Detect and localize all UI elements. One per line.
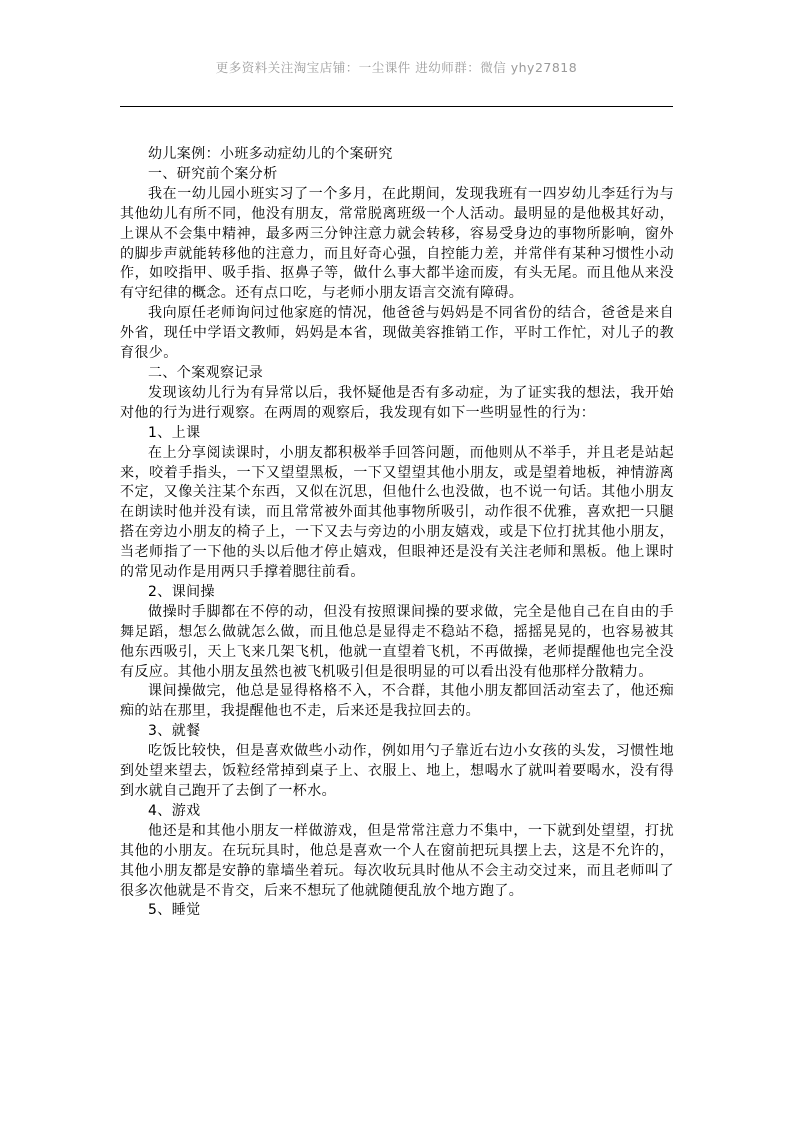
paragraph: 他还是和其他小朋友一样做游戏，但是常常注意力不集中，一下就到处望望，打扰其他的小朋友。在玩玩具时，他总是喜欢一个人在窗前把玩具摆上去，这是不允许的，其他小朋友都是安静的靠墙坐着玩。每次收玩具时他从不会主动交过来，而且老师叫了很多次他就是不肯交，后来不想玩了他就随便乱放个地方跑了。: [120, 822, 674, 899]
header-note: 更多资料关注淘宝店铺：一尘课件 进幼师群：微信 yhy27818: [215, 60, 578, 75]
paragraph: 课间操做完，他总是显得格格不入，不合群，其他小朋友都回活动室去了，他还痴痴的站在那里，我提醒他也不走，后来还是我拉回去的。: [120, 683, 674, 720]
document-title: 幼儿案例：小班多动症幼儿的个案研究: [148, 146, 393, 162]
document-body: [120, 145, 674, 921]
section-heading: 一、研究前个案分析: [148, 165, 278, 182]
paragraph: 我向原任老师询问过他家庭的情况，他爸爸与妈妈是不同省份的结合，爸爸是来自外省，现任中学语文教师，妈妈是本省，现做美容推销工作，平时工作忙，对儿子的教育很少。: [120, 305, 674, 362]
paragraph: 我在一幼儿园小班实习了一个多月，在此期间，发现我班有一四岁幼儿李廷行为与其他幼儿有所不同，他没有朋友，常常脱离班级一个人活动。最明显的是他极其好动，上课从不会集中精神，最多两三分钟注意力就会转移，容易受身边的事物所影响，窗外的脚步声就能转移他的注意力，而且好奇心强，自控能力差，并常伴有某种习惯性小动作，如咬指甲、吸手指、抠鼻子等，做什么事大都半途而废，有头无尾。而且他从来没有守纪律的概念。还有点口吃，与老师小朋友语言交流有障碍。: [120, 185, 674, 302]
paragraph: 吃饭比较快，但是喜欢做些小动作，例如用勺子靠近右边小女孩的头发，习惯性地到处望来望去，饭粒经常掉到桌子上、衣服上、地上，想喝水了就叫着要喝水，没有得到水就自己跑开了去倒了一杯水。: [120, 743, 674, 799]
paragraph: 做操时手脚都在不停的动，但没有按照课间操的要求做，完全是他自己在自由的手舞足蹈，想怎么做就怎么做，而且他总是显得走不稳站不稳，摇摇晃晃的，也容易被其他东西吸引，天上飞来几架飞机，他就一直望着飞机，不再做操，老师提醒他也完全没有反应。其他小朋友虽然也被飞机吸引但是很明显的可以看出没有他那样分散精力。: [120, 603, 674, 680]
subsection-heading: 3、就餐: [148, 723, 201, 740]
header-divider: [120, 106, 673, 107]
subsection-heading: 4、游戏: [148, 802, 201, 819]
paragraph: 发现该幼儿行为有异常以后，我怀疑他是否有多动症，为了证实我的想法，我开始对他的行为进行观察。在两周的观察后，我发现有如下一些明显性的行为：: [120, 384, 674, 421]
subsection-heading: 2、课间操: [148, 583, 215, 600]
paragraph: 在上分享阅读课时，小朋友都积极举手回答问题，而他则从不举手，并且老是站起来，咬着手指头，一下又望望黑板，一下又望望其他小朋友，或是望着地板，神情游离不定，又像关注某个东西，又似在沉思，但他什么也没做，也不说一句话。其他小朋友在朗读时他并没有读，而且常常被外面其他事物所吸引，动作很不优雅，喜欢把一只腿搭在旁边小朋友的椅子上，一下又去与旁边的小朋友嬉戏，或是下位打扰其他小朋友，当老师指了一下他的头以后他才停止嬉戏，但眼神还是没有关注老师和黑板。他上课时的常见动作是用两只手撑着腮往前看。: [120, 444, 674, 581]
subsection-heading: 5、睡觉: [148, 902, 201, 919]
section-heading: 二、个案观察记录: [148, 364, 264, 381]
subsection-heading: 1、上课: [148, 424, 201, 441]
